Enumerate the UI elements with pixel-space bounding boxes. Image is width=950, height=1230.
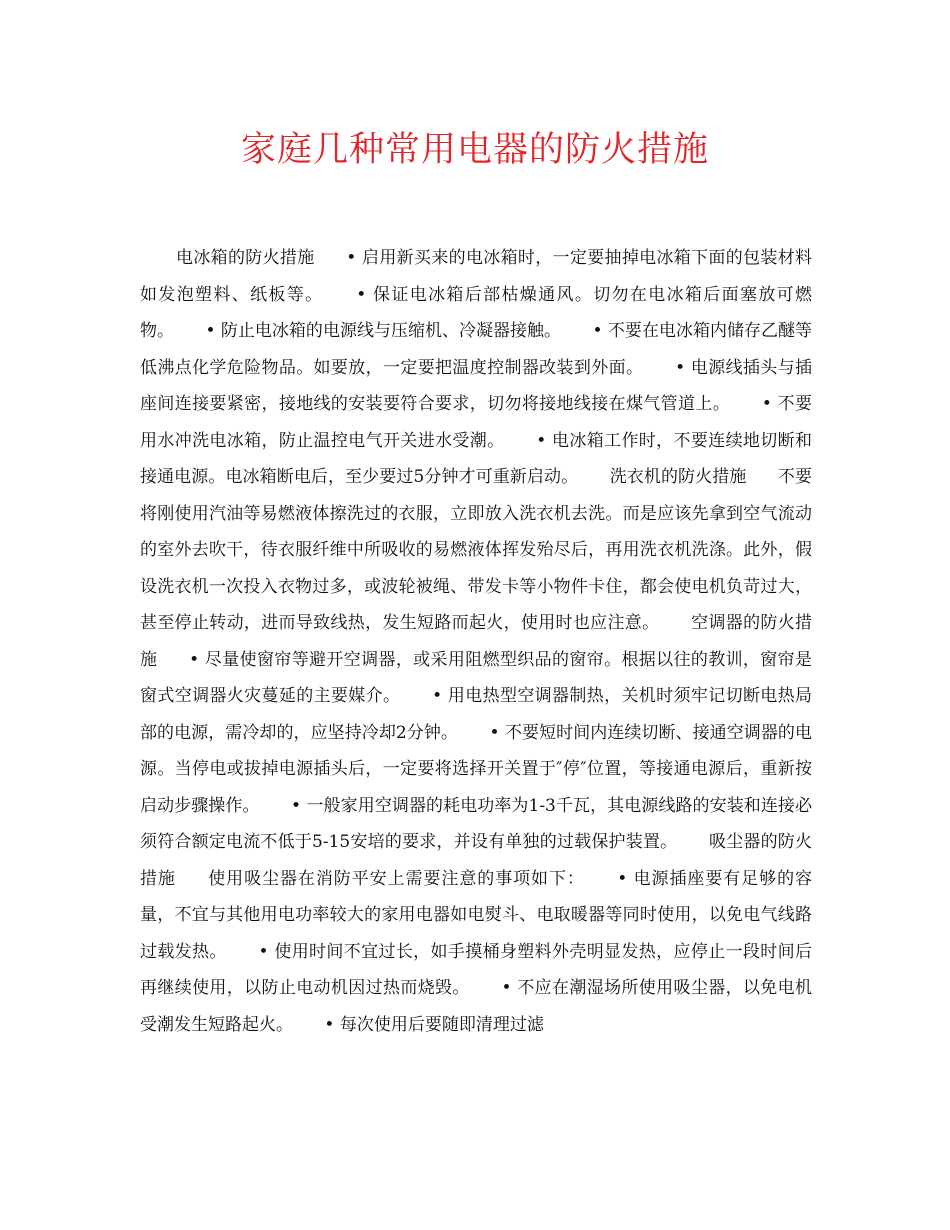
bullet-item: • 每次使用后要随即清理过滤: [324, 1014, 544, 1035]
bullet-item: • 不要短时间内连续切断、接通空调器的电源。当停电或拔掉电源插头后，一定要将选择开关置于″停″位置，等接通电源后，重新按启动步骤操作。: [140, 722, 812, 816]
bullet-item: • 保证电冰箱后部枯燥通风。切勿在电冰箱后面塞放可燃物。: [140, 284, 813, 341]
document-body: [140, 240, 812, 1043]
bullet-item: • 用电热型空调器制热，关机时须牢记切断电热局部的电源，需冷却的，应坚持冷却2分钟。: [140, 686, 813, 743]
section-heading-refrigerator: 电冰箱的防火措施: [176, 248, 315, 268]
bullet-item: • 启用新买来的电冰箱时，一定要抽掉电冰箱下面的包装材料如发泡塑料、纸板等。: [140, 248, 813, 305]
bullet-item: • 尽量使窗帘等避开空调器，或采用阻燃型织品的窗帘。根据以往的教训，窗帘是窗式空调器火灾蔓延的主要媒介。: [140, 649, 812, 706]
bullet-item: • 不要用水冲洗电冰箱，防止温控电气开关进水受潮。: [140, 394, 813, 451]
bullet-item: • 使用时间不宜过长，如手摸桶身塑料外壳明显发热，应停止一段时间后再继续使用，以防止电动机因过热而烧毁。: [140, 941, 812, 998]
bullet-item: • 防止电冰箱的电源线与压缩机、冷凝器接触。: [205, 321, 562, 341]
section-heading-washing-machine: 洗衣机的防火措施: [609, 467, 747, 487]
bullet-item: • 电冰箱工作时，不要连续地切断和接通电源。电冰箱断电后，至少要过5分钟才可重新启动。: [140, 430, 812, 487]
document-title: 家庭几种常用电器的防火措施: [240, 130, 709, 170]
section-heading-vacuum-cleaner: 吸尘器的防火措施: [140, 832, 812, 889]
bullet-item: • 电源插座要有足够的容量，不宜与其他用电功率较大的家用电器如电熨斗、电取暖器等同时使用，以免电气线路过载发热。: [140, 868, 813, 962]
bullet-item: • 一般家用空调器的耗电功率为1-3千瓦，其电源线路的安装和连接必须符合额定电流不低于5-15安培的要求，并设有单独的过载保护装置。: [140, 795, 813, 852]
paragraph-text: 不要将刚使用汽油等易燃液体擦洗过的衣服，立即放入洗衣机去洗。而是应该先拿到空气流动的室外去吹干，待衣服纤维中所吸收的易燃液体挥发殆尽后，再用洗衣机洗涤。此外，假设洗衣机一次投入衣物过多，或波轮被绳、带发卡等小物件卡住，都会使电机负苛过大，甚至停止转动，进而导致线热，发生短路而起火，使用时也应注意。: [140, 467, 813, 633]
section-heading-air-conditioner: 空调器的防火措施: [140, 613, 813, 670]
bullet-item: • 不应在潮湿场所使用吸尘器，以免电机受潮发生短路起火。: [140, 978, 813, 1035]
paragraph-text: 使用吸尘器在消防平安上需要注意的事项如下：: [208, 868, 585, 889]
bullet-item: • 电源线插头与插座间连接要紧密，接地线的安装要符合要求，切勿将接地线接在煤气管道上。: [140, 357, 812, 414]
bullet-item: • 不要在电冰箱内储存乙醚等低沸点化学危险物品。如要放，一定要把温度控制器改装到外面。: [140, 321, 813, 378]
